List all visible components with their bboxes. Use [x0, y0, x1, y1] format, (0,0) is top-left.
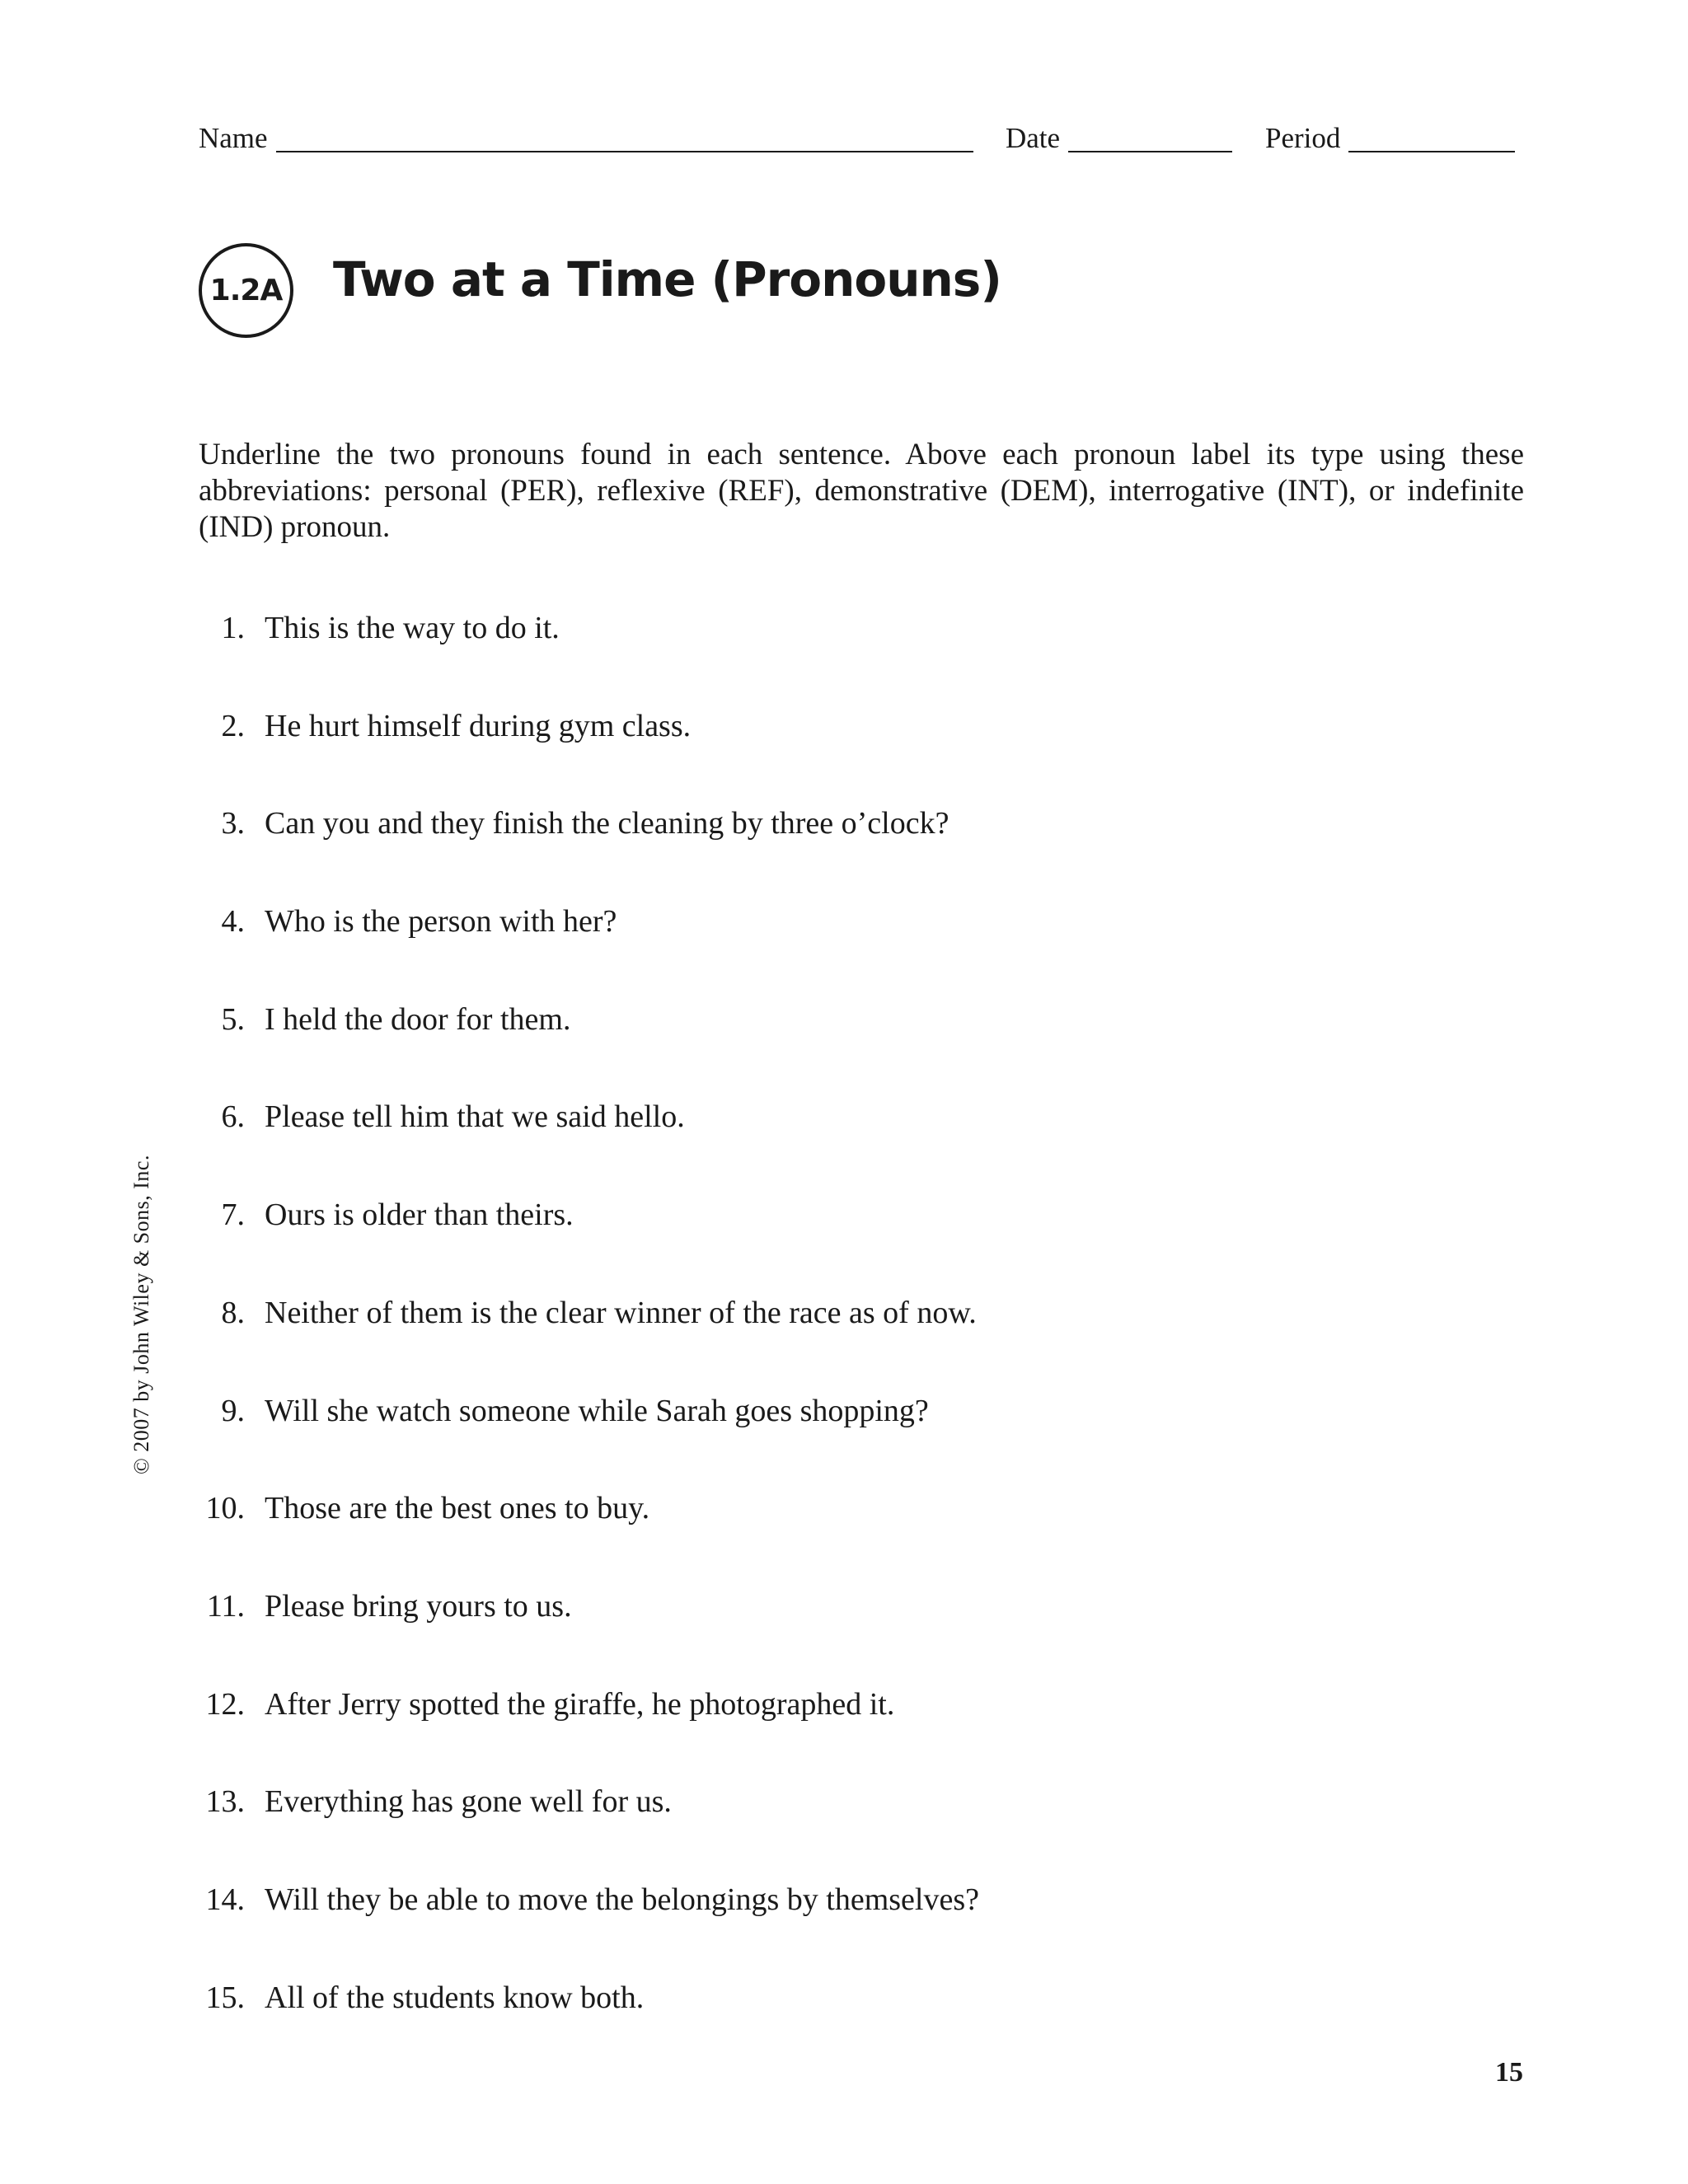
period-label: Period — [1265, 122, 1341, 154]
question-number: 1. — [221, 611, 245, 645]
question-item — [199, 995, 1435, 1093]
question-text: After Jerry spotted the giraffe, he photographed it. — [265, 1686, 895, 1722]
question-item — [199, 1680, 1435, 1778]
question-item — [199, 1483, 1435, 1582]
period-blank-line — [1348, 126, 1515, 152]
question-number: 2. — [221, 708, 245, 743]
question-number: 7. — [221, 1197, 245, 1233]
date-label: Date — [1006, 122, 1061, 154]
question-text: Please bring yours to us. — [265, 1588, 572, 1624]
period-field — [1265, 124, 1515, 152]
question-text: Will they be able to move the belongings by themselves? — [265, 1882, 979, 1917]
copyright-notice: © 2007 by John Wiley & Sons, Inc. — [129, 1155, 153, 1474]
question-item — [199, 1190, 1435, 1288]
name-field — [199, 124, 973, 152]
name-blank-line — [276, 126, 973, 152]
question-number: 9. — [221, 1393, 245, 1428]
question-item — [199, 1386, 1435, 1484]
lesson-number: 1.2A — [209, 274, 283, 307]
question-text: Those are the best ones to buy. — [265, 1491, 650, 1526]
question-text: Everything has gone well for us. — [265, 1784, 672, 1820]
question-item — [199, 603, 1435, 701]
page-number: 15 — [1495, 2057, 1523, 2088]
question-text: Can you and they finish the cleaning by three o’clock? — [265, 806, 950, 841]
question-text: This is the way to do it. — [265, 611, 560, 645]
instructions: Underline the two pronouns found in each sentence. Above each pronoun label its type using these abbreviations: personal (PER), reflexive (REF), demonstrative (DEM), interrogative (INT), or indefinite (IND) pronoun. — [199, 438, 1524, 544]
question-item — [199, 1875, 1435, 1973]
question-text: I held the door for them. — [265, 1001, 571, 1037]
question-number: 6. — [221, 1099, 245, 1135]
question-text: Neither of them is the clear winner of the race as of now. — [265, 1295, 977, 1330]
question-item — [199, 1777, 1435, 1875]
question-text: Please tell him that we said hello. — [265, 1099, 685, 1135]
question-item — [199, 701, 1435, 799]
question-item — [199, 1092, 1435, 1190]
question-item — [199, 1973, 1435, 2071]
question-item — [199, 1288, 1435, 1386]
question-text: Ours is older than theirs. — [265, 1197, 574, 1233]
question-text: He hurt himself during gym class. — [265, 708, 692, 743]
question-number: 13. — [205, 1784, 245, 1820]
question-number: 12. — [205, 1686, 245, 1722]
question-item — [199, 799, 1435, 897]
question-text: Who is the person with her? — [265, 904, 617, 940]
page-title: Two at a Time (Pronouns) — [333, 251, 1001, 307]
header-fields — [199, 124, 1524, 165]
question-text: Will she watch someone while Sarah goes shopping? — [265, 1393, 929, 1428]
lesson-number-badge — [199, 243, 293, 338]
question-number: 4. — [221, 904, 245, 940]
question-number: 3. — [221, 806, 245, 841]
date-blank-line — [1068, 126, 1232, 152]
question-number: 11. — [206, 1588, 245, 1624]
name-label: Name — [199, 122, 268, 154]
question-item — [199, 1582, 1435, 1680]
question-item — [199, 897, 1435, 995]
question-number: 14. — [205, 1882, 245, 1917]
date-field — [1006, 124, 1232, 152]
question-number: 15. — [205, 1980, 245, 2015]
question-list — [199, 603, 1435, 2070]
question-text: All of the students know both. — [265, 1980, 645, 2015]
question-number: 8. — [221, 1295, 245, 1330]
question-number: 10. — [205, 1491, 245, 1526]
question-number: 5. — [221, 1001, 245, 1037]
